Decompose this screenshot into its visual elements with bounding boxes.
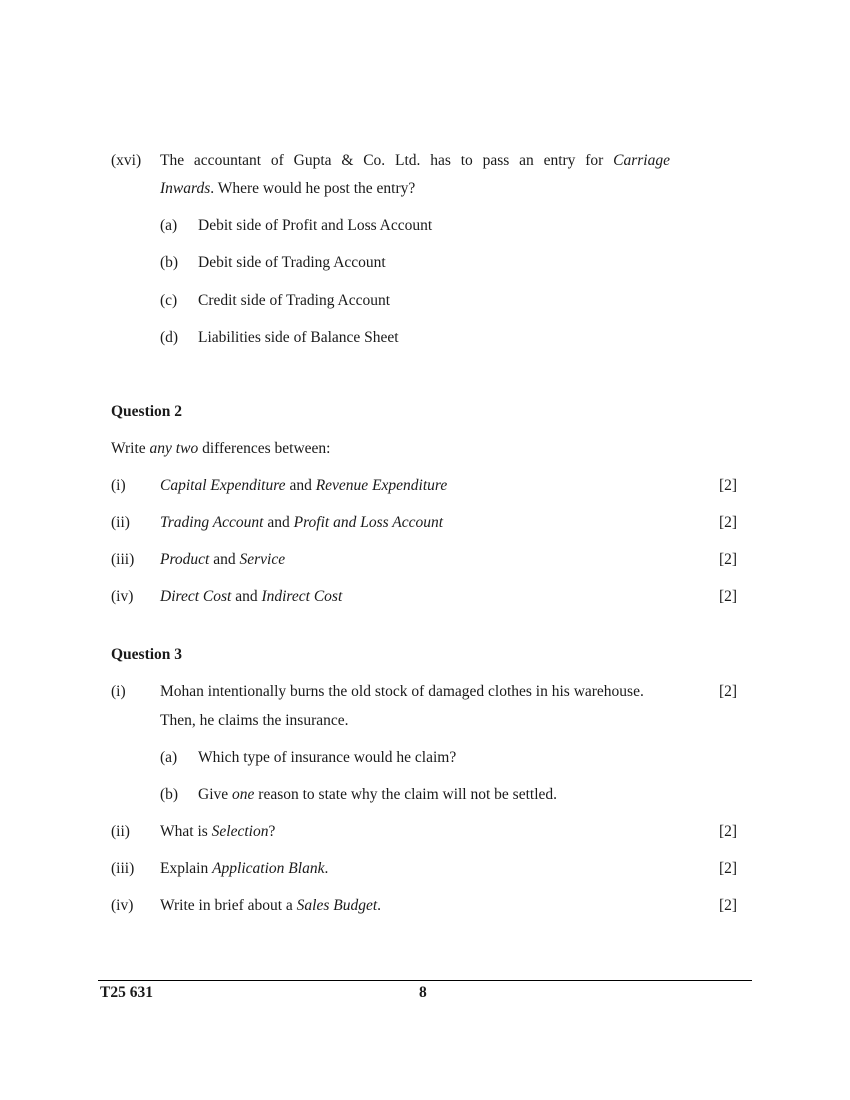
- question-3-heading: Question 3: [111, 646, 183, 663]
- option-label-a: (a): [160, 217, 178, 234]
- q2-item-number: (ii): [111, 514, 130, 531]
- question-xvi-line-2: Inwards. Where would he post the entry?: [160, 180, 416, 197]
- q2-item-marks: [2]: [719, 588, 738, 605]
- option-label-b: (b): [160, 254, 179, 271]
- option-text-d: Liabilities side of Balance Sheet: [198, 329, 399, 346]
- option-label-c: (c): [160, 292, 178, 309]
- question-xvi-line-1: The accountant of Gupta & Co. Ltd. has to pass an entry for Carriage: [160, 152, 670, 169]
- q3-i-sub-label-b: (b): [160, 786, 179, 803]
- q2-item-text: Trading Account and Profit and Loss Account: [160, 514, 444, 531]
- q3-i-sub-label-a: (a): [160, 749, 178, 766]
- page-number: 8: [419, 984, 427, 1001]
- option-label-d: (d): [160, 329, 179, 346]
- q3-iv-marks: [2]: [719, 897, 738, 914]
- q3-iii-number: (iii): [111, 860, 135, 877]
- q3-iii-marks: [2]: [719, 860, 738, 877]
- q3-i-number: (i): [111, 683, 126, 700]
- q2-item-text: Direct Cost and Indirect Cost: [160, 588, 343, 605]
- option-text-c: Credit side of Trading Account: [198, 292, 391, 309]
- q2-item-number: (iv): [111, 588, 134, 605]
- option-text-b: Debit side of Trading Account: [198, 254, 386, 271]
- q2-item-marks: [2]: [719, 477, 738, 494]
- option-text-a: Debit side of Profit and Loss Account: [198, 217, 433, 234]
- footer-rule: [98, 980, 752, 981]
- q3-ii-number: (ii): [111, 823, 130, 840]
- q2-item-marks: [2]: [719, 514, 738, 531]
- q3-iv-number: (iv): [111, 897, 134, 914]
- q2-item-number: (i): [111, 477, 126, 494]
- q3-iii-text: Explain Application Blank.: [160, 860, 329, 877]
- q3-i-sub-text-a: Which type of insurance would he claim?: [198, 749, 457, 766]
- q3-ii-marks: [2]: [719, 823, 738, 840]
- q3-ii-text: What is Selection?: [160, 823, 276, 840]
- q3-i-marks: [2]: [719, 683, 738, 700]
- q3-iv-text: Write in brief about a Sales Budget.: [160, 897, 382, 914]
- paper-code: T25 631: [100, 984, 153, 1001]
- q2-item-marks: [2]: [719, 551, 738, 568]
- q3-i-line-2: Then, he claims the insurance.: [160, 712, 349, 729]
- q3-i-line-1: Mohan intentionally burns the old stock of damaged clothes in his warehouse.: [160, 683, 644, 700]
- q2-item-text: Product and Service: [160, 551, 286, 568]
- q2-item-text: Capital Expenditure and Revenue Expenditure: [160, 477, 448, 494]
- question-2-intro: Write any two differences between:: [111, 440, 331, 457]
- q3-i-sub-text-b: Give one reason to state why the claim will not be settled.: [198, 786, 558, 803]
- question-number-xvi: (xvi): [111, 152, 142, 169]
- question-2-heading: Question 2: [111, 403, 183, 420]
- q2-item-number: (iii): [111, 551, 135, 568]
